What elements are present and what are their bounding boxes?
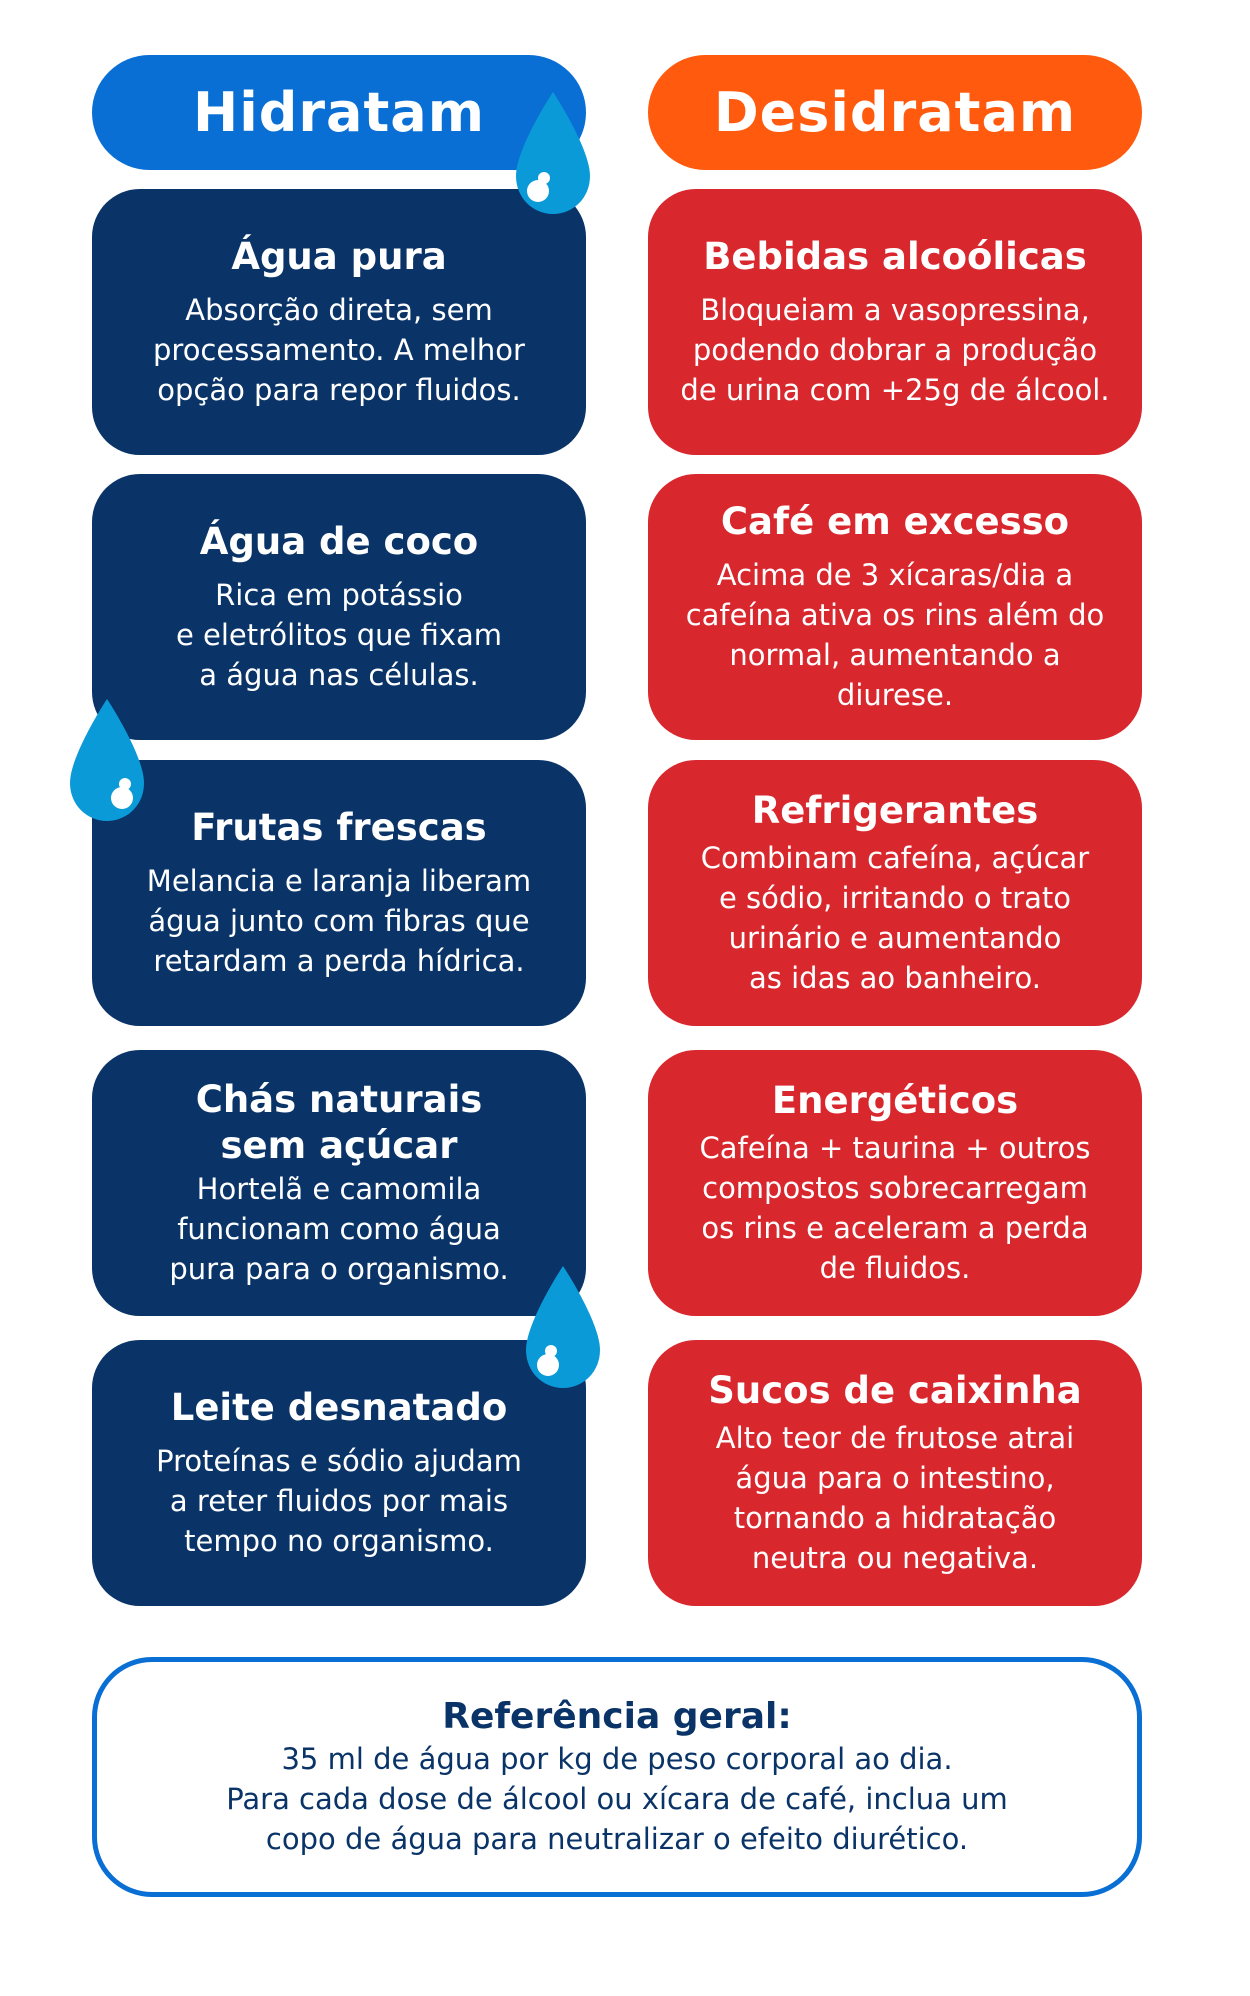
water-drop-icon [518, 1262, 608, 1392]
card-description: Absorção direta, sem processamento. A melhor opção para repor fluidos. [153, 293, 525, 407]
card-title: Refrigerantes [751, 789, 1039, 832]
hydrate-card-agua-de-coco [92, 474, 586, 740]
card-title: Bebidas alcoólicas [703, 235, 1087, 278]
card-title: Energéticos [771, 1079, 1019, 1122]
dehydrate-card-energeticos [648, 1050, 1142, 1316]
water-drop-icon [508, 88, 598, 218]
hydrate-header-label: Hidratam [193, 81, 485, 144]
card-title: Sucos de caixinha [708, 1369, 1082, 1412]
card-description: Rica em potássio e eletrólitos que fixam a água nas células. [175, 578, 503, 692]
card-description: Combinam cafeína, açúcar e sódio, irritando o trato urinário e aumentando as idas ao banheiro. [700, 841, 1090, 995]
card-description: Bloqueiam a vasopressina, podendo dobrar a produção de urina com +25g de álcool. [680, 293, 1110, 407]
hydrate-card-leite-desnatado [92, 1340, 586, 1606]
card-description: Proteínas e sódio ajudam a reter fluidos por mais tempo no organismo. [156, 1444, 522, 1558]
dehydrate-header-label: Desidratam [713, 81, 1077, 144]
card-description: Melancia e laranja liberam água junto com fibras que retardam a perda hídrica. [146, 864, 532, 978]
hydrate-card-chas-naturais [92, 1050, 586, 1316]
general-reference-box [92, 1657, 1142, 1897]
hydrate-card-frutas-frescas [92, 760, 586, 1026]
reference-title: Referência geral: [442, 1696, 792, 1737]
water-drop-icon [62, 695, 152, 825]
card-title: Café em excesso [720, 500, 1070, 543]
card-description: Acima de 3 xícaras/dia a cafeína ativa os rins além do normal, aumentando a diurese. [685, 558, 1105, 712]
dehydrate-card-cafe-em-excesso [648, 474, 1142, 740]
dehydrate-card-refrigerantes [648, 760, 1142, 1026]
card-title: Água pura [231, 235, 447, 278]
card-title: Leite desnatado [170, 1386, 508, 1429]
reference-text: 35 ml de água por kg de peso corporal ao dia. Para cada dose de álcool ou xícara de café, inclua um copo de água para neutralizar o efeito diurético. [226, 1742, 1008, 1856]
hydrate-card-agua-pura [92, 189, 586, 455]
card-title: Frutas frescas [191, 806, 487, 849]
card-title: Água de coco [199, 520, 479, 563]
card-description: Cafeína + taurina + outros compostos sobrecarregam os rins e aceleram a perda de fluidos. [699, 1131, 1091, 1285]
card-description: Hortelã e camomila funcionam como água pura para o organismo. [169, 1172, 509, 1286]
card-description: Alto teor de frutose atrai água para o intestino, tornando a hidratação neutra ou negativa. [715, 1421, 1075, 1575]
dehydrate-card-bebidas-alcoolicas [648, 189, 1142, 455]
dehydrate-header [648, 55, 1142, 170]
dehydrate-card-sucos-de-caixinha [648, 1340, 1142, 1606]
card-title: Chás naturais sem açúcar [195, 1078, 483, 1167]
